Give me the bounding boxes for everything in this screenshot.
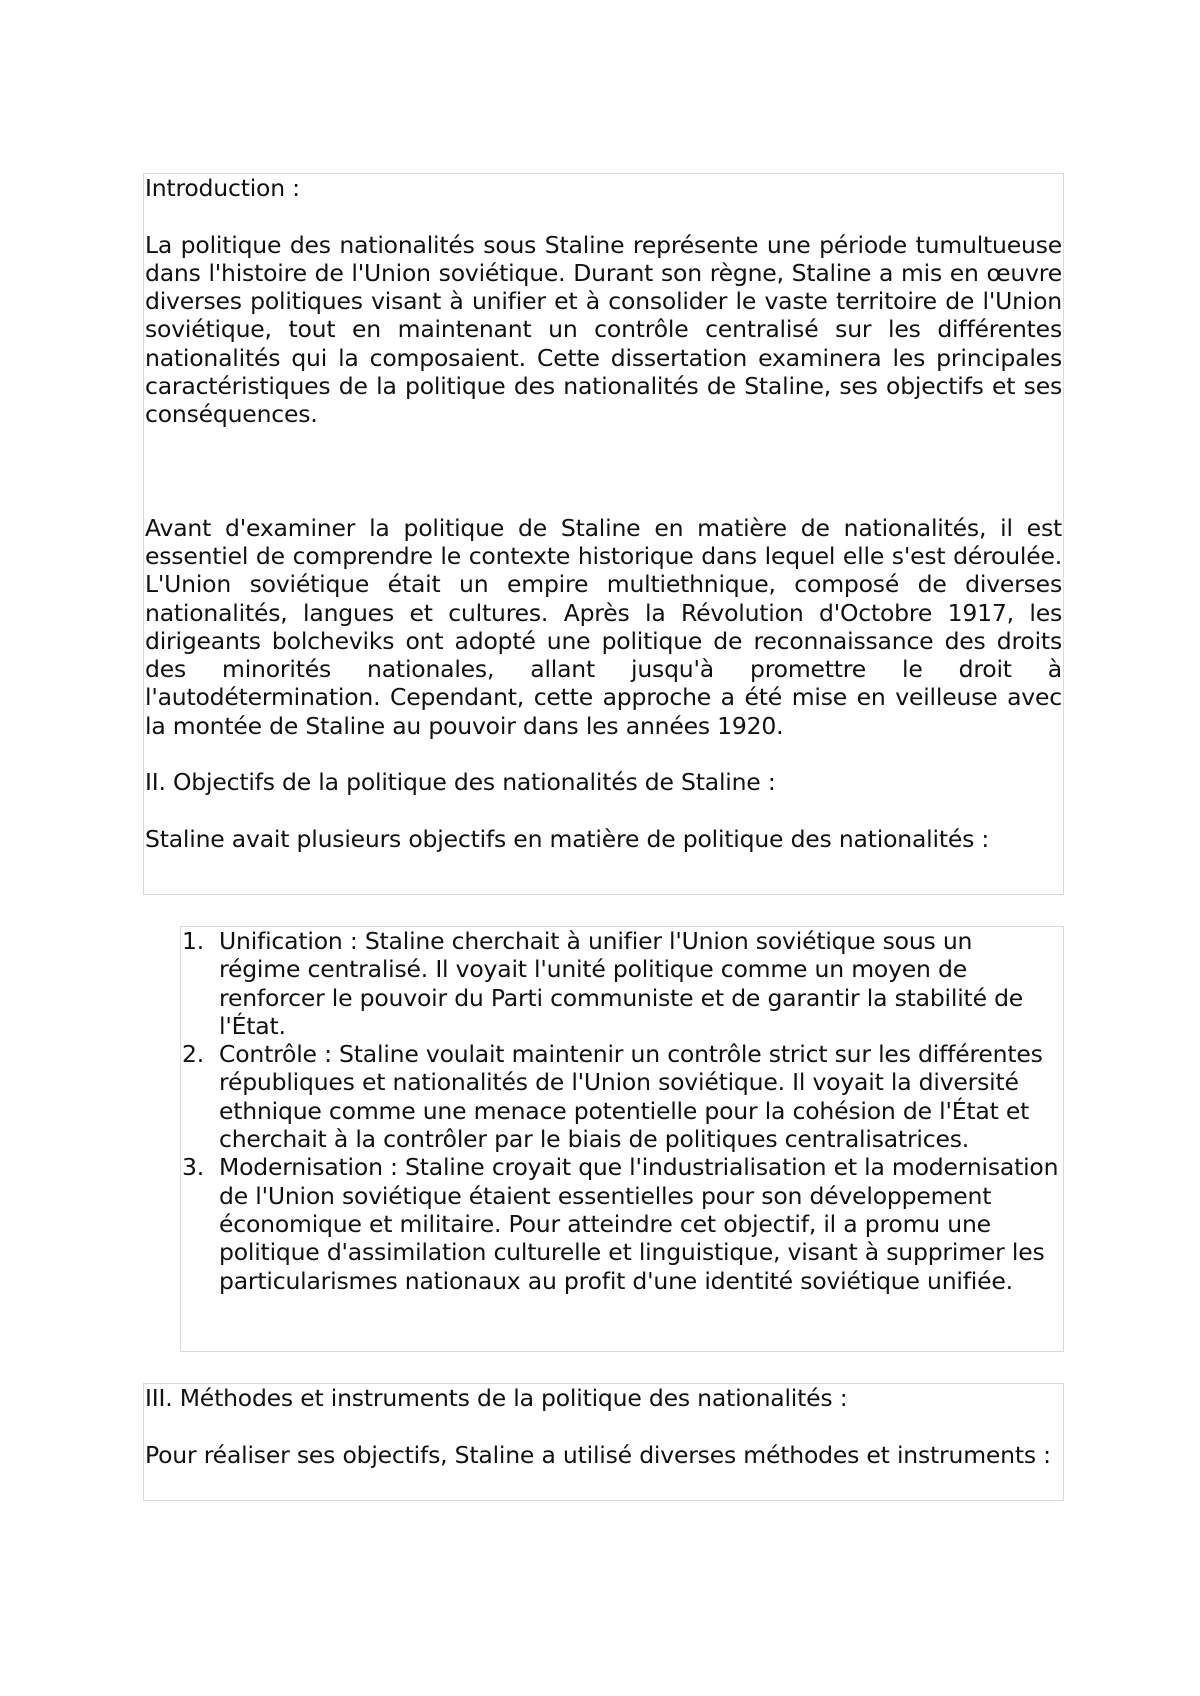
list-item-number: 3. <box>182 1153 205 1182</box>
text-block-introduction <box>143 173 1064 895</box>
objectives-list <box>181 927 1059 1295</box>
list-item <box>181 1040 1059 1153</box>
list-item-number: 1. <box>182 927 205 955</box>
section-3-heading: III. Méthodes et instruments de la politique des nationalités : <box>145 1384 848 1412</box>
text-block-methods <box>143 1383 1064 1501</box>
introduction-heading: Introduction : <box>145 174 300 202</box>
objectives-list-block <box>180 926 1064 1352</box>
section-3-lead: Pour réaliser ses objectifs, Staline a utilisé diverses méthodes et instruments : <box>145 1440 1051 1469</box>
section-2-lead: Staline avait plusieurs objectifs en matière de politique des nationalités : <box>145 824 990 853</box>
list-item-text: Modernisation : Staline croyait que l'industrialisation et la modernisation de l'Union soviétique étaient essentielles pour son développement économique et militaire. Pour atteindre cet objectif, il a promu une politique d'assimilation culturelle et linguistique, visant à supprimer les particularismes nationaux au profit d'une identité soviétique unifiée. <box>219 1153 1059 1295</box>
list-item <box>181 1153 1059 1294</box>
section-2-heading: II. Objectifs de la politique des nationalités de Staline : <box>145 768 776 797</box>
list-item-text: Unification : Staline cherchait à unifier l'Union soviétique sous un régime centralisé. Il voyait l'unité politique comme un moyen de renforcer le pouvoir du Parti communiste et de garantir la stabilité de l'État. <box>219 927 1024 1040</box>
list-item <box>181 927 1059 1040</box>
list-item-number: 2. <box>182 1040 205 1069</box>
list-item-text: Contrôle : Staline voulait maintenir un contrôle strict sur les différentes républiques et nationalités de l'Union soviétique. Il voyait la diversité ethnique comme une menace potentielle pour la cohésion de l'État et cherchait à la contrôler par le biais de politiques centralisatrices. <box>219 1040 1043 1154</box>
introduction-paragraph: La politique des nationalités sous Staline représente une période tumultueuse dans l'histoire de l'Union soviétique. Durant son règne, Staline a mis en œuvre diverses politiques visant à unifier et à consolider le vaste territoire de l'Union soviétique, tout en maintenant un contrôle centralisé sur les différentes nationalités qui la composaient. Cette dissertation examinera les principales caractéristiques de la politique des nationalités de Staline, ses objectifs et ses conséquences. <box>145 230 1062 429</box>
historical-context-paragraph: Avant d'examiner la politique de Staline en matière de nationalités, il est essentiel de comprendre le contexte historique dans lequel elle s'est déroulée. L'Union soviétique était un empire multiethnique, composé de diverses nationalités, langues et cultures. Après la Révolution d'Octobre 1917, les dirigeants bolcheviks ont adopté une politique de reconnaissance des droits des minorités nationales, allant jusqu'à promettre le droit à l'autodétermination. Cependant, cette approche a été mise en veilleuse avec la montée de Staline au pouvoir dans les années 1920. <box>145 513 1062 740</box>
